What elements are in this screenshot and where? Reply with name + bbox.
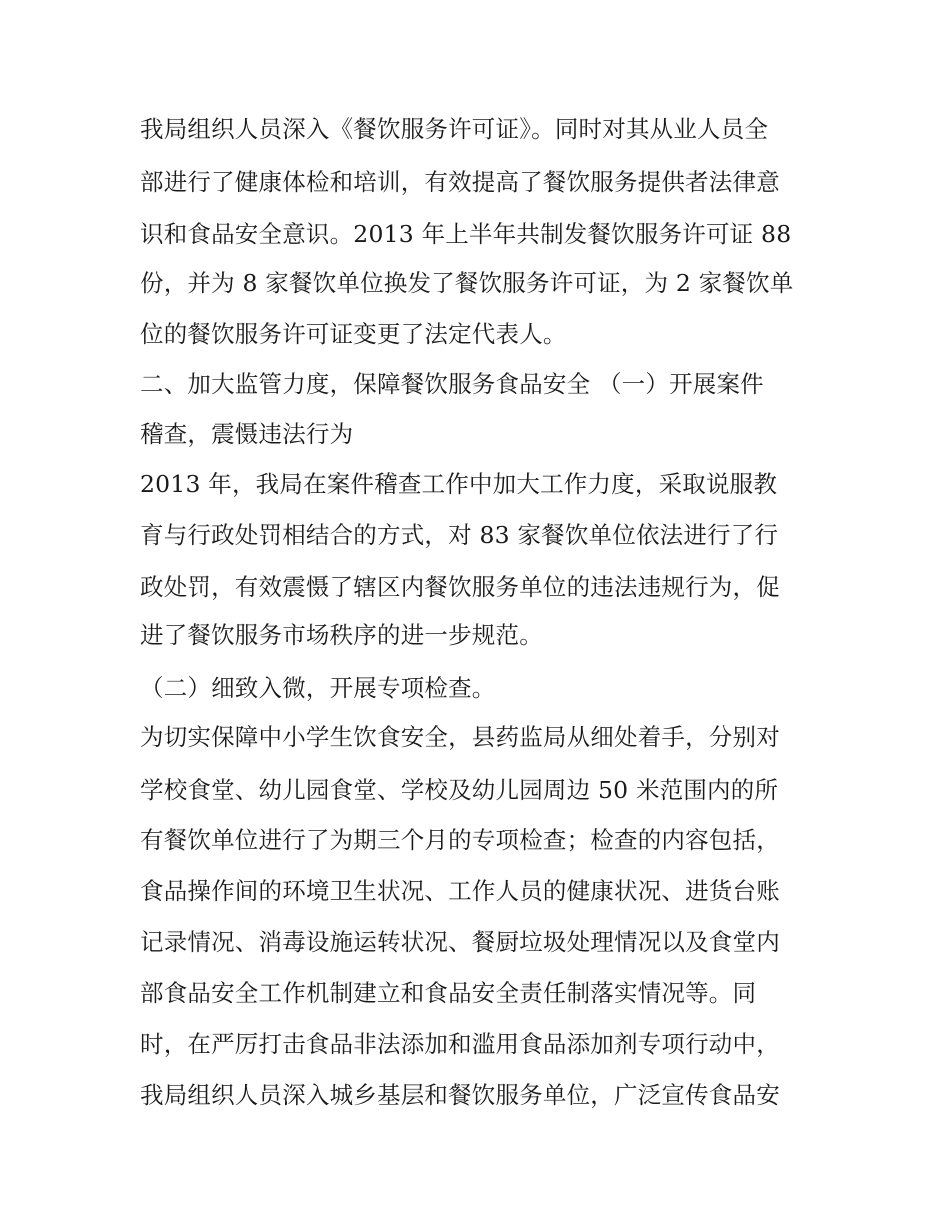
text-line: 部食品安全工作机制建立和食品安全责任制落实情况等。同 <box>140 979 757 1007</box>
text-line: 份，并为 8 家餐饮单位换发了餐饮服务许可证，为 2 家餐饮单 <box>140 269 794 297</box>
text-line: 我局组织人员深入城乡基层和餐饮服务单位，广泛宣传食品安 <box>140 1081 780 1109</box>
text-line: 2013 年，我局在案件稽查工作中加大工作力度，采取说服教 <box>140 470 778 498</box>
text-line: 记录情况、消毒设施运转状况、餐厨垃圾处理情况以及食堂内 <box>140 928 780 956</box>
text-line: 为切实保障中小学生饮食安全，县药监局从细处着手，分别对 <box>140 723 780 751</box>
text-line: 我局组织人员深入《餐饮服务许可证》。同时对其从业人员全 <box>140 115 769 143</box>
text-line: 有餐饮单位进行了为期三个月的专项检查；检查的内容包括， <box>140 826 780 854</box>
text-line: 部进行了健康体检和培训，有效提高了餐饮服务提供者法律意 <box>140 168 780 196</box>
section-heading: 二、加大监管力度，保障餐饮服务食品安全 （一）开展案件 <box>140 370 764 398</box>
text-line: 识和食品安全意识。2013 年上半年共制发餐饮服务许可证 88 <box>140 220 792 248</box>
section-heading: 稽查，震慑违法行为 <box>140 420 354 448</box>
text-line: 食品操作间的环境卫生状况、工作人员的健康状况、进货台账 <box>140 877 780 905</box>
text-line: 学校食堂、幼儿园食堂、学校及幼儿园周边 50 米范围内的所 <box>140 776 779 804</box>
text-line: 时，在严厉打击食品非法添加和滥用食品添加剂专项行动中， <box>140 1030 780 1058</box>
section-heading: （二）细致入微，开展专项检查。 <box>140 674 496 702</box>
text-line: 政处罚，有效震慑了辖区内餐饮服务单位的违法违规行为，促 <box>140 573 780 601</box>
text-line: 进了餐饮服务市场秩序的进一步规范。 <box>140 621 543 649</box>
text-line: 位的餐饮服务许可证变更了法定代表人。 <box>140 320 567 348</box>
text-line: 育与行政处罚相结合的方式，对 83 家餐饮单位依法进行了行 <box>140 521 779 549</box>
